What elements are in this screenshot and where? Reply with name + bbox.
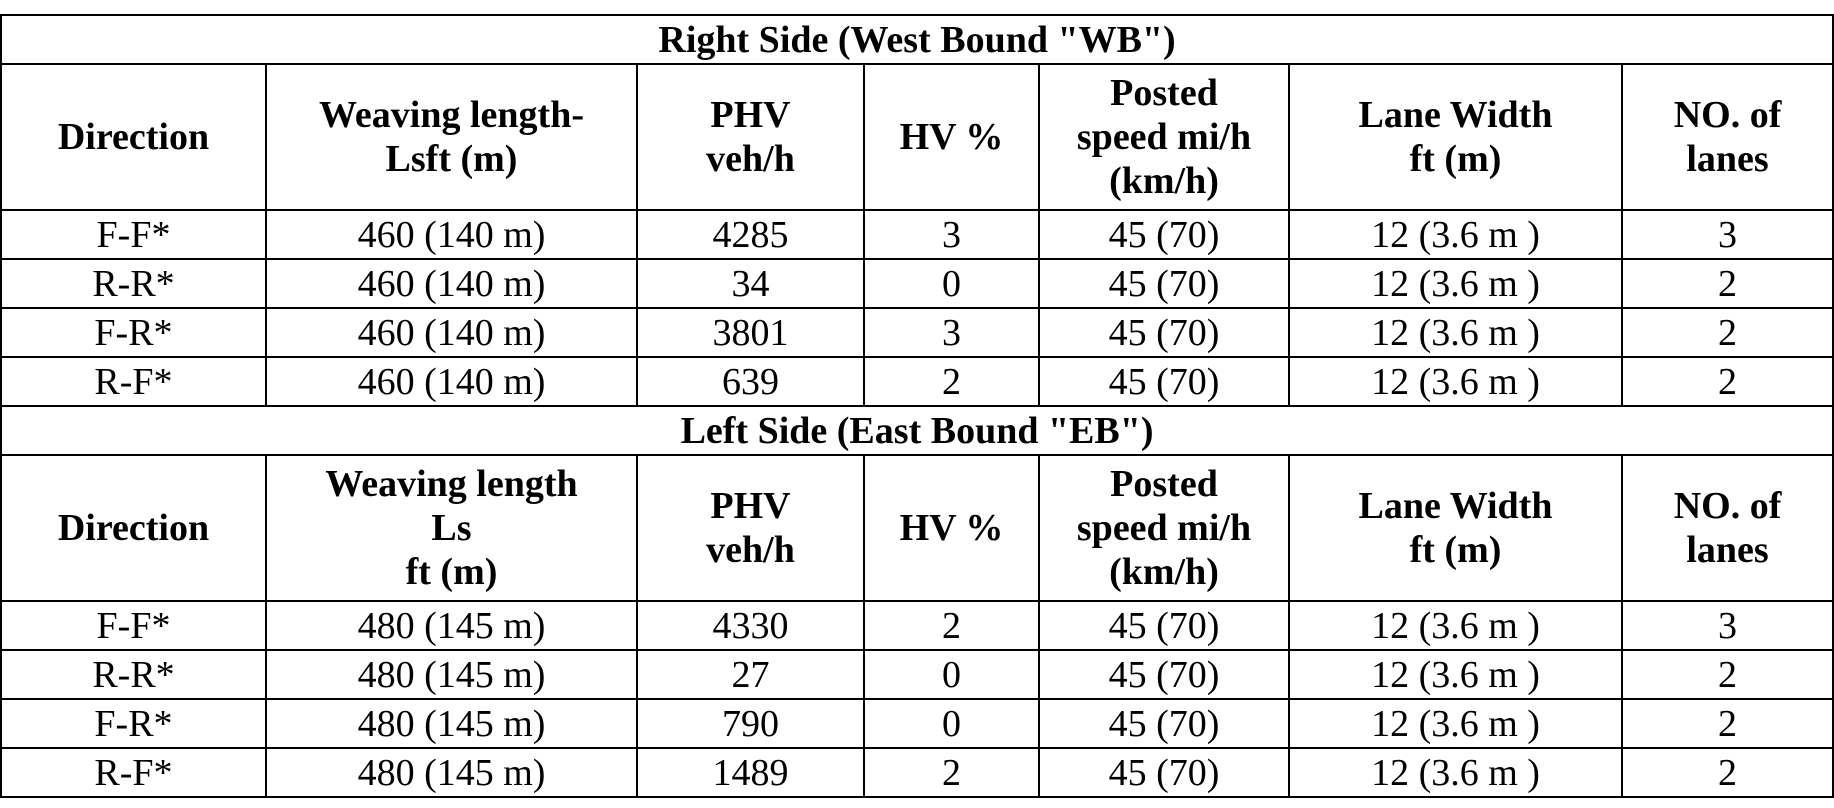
cell-number-of-lanes: 2 [1622, 748, 1833, 797]
cell-lane-width: 12 (3.6 m ) [1289, 748, 1622, 797]
cell-phv: 4285 [637, 210, 864, 259]
header-phv: PHV veh/h [637, 64, 864, 210]
cell-phv: 3801 [637, 308, 864, 357]
cell-weaving-length: 460 (140 m) [266, 308, 637, 357]
column-header-row [1, 64, 1833, 210]
header-lane-width: Lane Width ft (m) [1289, 455, 1622, 601]
cell-lane-width: 12 (3.6 m ) [1289, 259, 1622, 308]
cell-direction: F-R* [1, 308, 266, 357]
section-title-westbound: Right Side (West Bound "WB") [1, 15, 1833, 64]
cell-posted-speed: 45 (70) [1039, 210, 1289, 259]
cell-hv-percent: 2 [864, 601, 1039, 650]
table-row [1, 748, 1833, 797]
cell-number-of-lanes: 2 [1622, 357, 1833, 406]
cell-weaving-length: 460 (140 m) [266, 210, 637, 259]
cell-phv: 34 [637, 259, 864, 308]
cell-weaving-length: 460 (140 m) [266, 357, 637, 406]
header-number-of-lanes: NO. of lanes [1622, 455, 1833, 601]
table-row [1, 357, 1833, 406]
cell-lane-width: 12 (3.6 m ) [1289, 308, 1622, 357]
table-row [1, 601, 1833, 650]
cell-direction: F-R* [1, 699, 266, 748]
header-direction: Direction [1, 64, 266, 210]
header-posted-speed: Posted speed mi/h (km/h) [1039, 64, 1289, 210]
header-hv-percent: HV % [864, 455, 1039, 601]
header-posted-speed: Posted speed mi/h (km/h) [1039, 455, 1289, 601]
header-lane-width: Lane Width ft (m) [1289, 64, 1622, 210]
cell-weaving-length: 460 (140 m) [266, 259, 637, 308]
cell-direction: R-R* [1, 650, 266, 699]
header-direction: Direction [1, 455, 266, 601]
cell-hv-percent: 2 [864, 748, 1039, 797]
cell-lane-width: 12 (3.6 m ) [1289, 699, 1622, 748]
weaving-data-table [0, 14, 1834, 798]
cell-number-of-lanes: 2 [1622, 650, 1833, 699]
cell-number-of-lanes: 3 [1622, 601, 1833, 650]
cell-lane-width: 12 (3.6 m ) [1289, 210, 1622, 259]
cell-direction: R-F* [1, 748, 266, 797]
cell-direction: F-F* [1, 210, 266, 259]
cell-hv-percent: 0 [864, 259, 1039, 308]
cell-hv-percent: 3 [864, 308, 1039, 357]
cell-hv-percent: 0 [864, 699, 1039, 748]
header-weaving-length: Weaving length Ls ft (m) [266, 455, 637, 601]
header-hv-percent: HV % [864, 64, 1039, 210]
table-row [1, 210, 1833, 259]
header-number-of-lanes: NO. of lanes [1622, 64, 1833, 210]
cell-phv: 27 [637, 650, 864, 699]
cell-phv: 4330 [637, 601, 864, 650]
cell-weaving-length: 480 (145 m) [266, 650, 637, 699]
cell-lane-width: 12 (3.6 m ) [1289, 357, 1622, 406]
section-title-row [1, 15, 1833, 64]
table-row [1, 650, 1833, 699]
cell-direction: R-R* [1, 259, 266, 308]
cell-lane-width: 12 (3.6 m ) [1289, 601, 1622, 650]
table-row [1, 259, 1833, 308]
cell-posted-speed: 45 (70) [1039, 699, 1289, 748]
cell-number-of-lanes: 2 [1622, 308, 1833, 357]
cell-posted-speed: 45 (70) [1039, 357, 1289, 406]
cell-posted-speed: 45 (70) [1039, 308, 1289, 357]
table-row [1, 308, 1833, 357]
section-title-eastbound: Left Side (East Bound "EB") [1, 406, 1833, 455]
header-weaving-length: Weaving length- Lsft (m) [266, 64, 637, 210]
cell-direction: F-F* [1, 601, 266, 650]
cell-posted-speed: 45 (70) [1039, 748, 1289, 797]
cell-phv: 639 [637, 357, 864, 406]
cell-number-of-lanes: 2 [1622, 259, 1833, 308]
cell-hv-percent: 0 [864, 650, 1039, 699]
cell-phv: 1489 [637, 748, 864, 797]
table-row [1, 699, 1833, 748]
cell-number-of-lanes: 3 [1622, 210, 1833, 259]
cell-hv-percent: 3 [864, 210, 1039, 259]
cell-number-of-lanes: 2 [1622, 699, 1833, 748]
cell-lane-width: 12 (3.6 m ) [1289, 650, 1622, 699]
section-title-row [1, 406, 1833, 455]
cell-weaving-length: 480 (145 m) [266, 601, 637, 650]
cell-phv: 790 [637, 699, 864, 748]
cell-posted-speed: 45 (70) [1039, 601, 1289, 650]
column-header-row [1, 455, 1833, 601]
cell-hv-percent: 2 [864, 357, 1039, 406]
header-phv: PHV veh/h [637, 455, 864, 601]
cell-posted-speed: 45 (70) [1039, 650, 1289, 699]
cell-direction: R-F* [1, 357, 266, 406]
cell-posted-speed: 45 (70) [1039, 259, 1289, 308]
cell-weaving-length: 480 (145 m) [266, 748, 637, 797]
cell-weaving-length: 480 (145 m) [266, 699, 637, 748]
